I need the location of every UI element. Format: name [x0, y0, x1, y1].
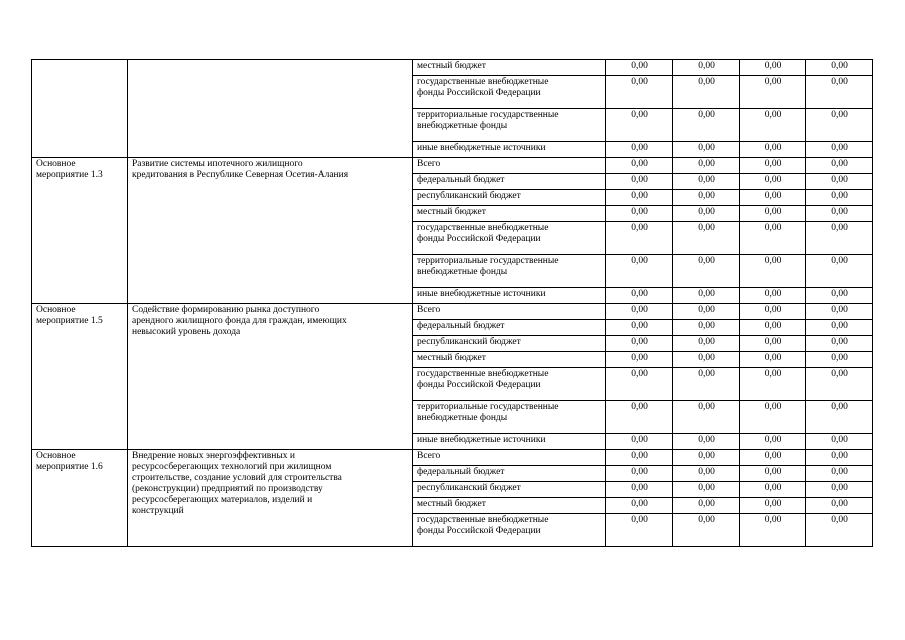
amount-cell: 0,00: [606, 142, 673, 158]
amount-cell: 0,00: [806, 434, 873, 450]
measure-code-cell: Основное мероприятие 1.5: [32, 304, 128, 450]
amount-cell: 0,00: [740, 466, 806, 482]
amount-cell: 0,00: [806, 206, 873, 222]
amount-cell: 0,00: [740, 288, 806, 304]
amount-cell: 0,00: [606, 368, 673, 401]
table-row: [32, 158, 873, 174]
amount-cell: 0,00: [606, 401, 673, 434]
amount-cell: 0,00: [740, 450, 806, 466]
measure-name-cell: Содействие формированию рынка доступного арендного жилищного фонда для граждан, имеющих невысокий уровень дохода: [128, 304, 413, 450]
amount-cell: 0,00: [606, 109, 673, 142]
amount-cell: 0,00: [606, 222, 673, 255]
amount-cell: 0,00: [606, 60, 673, 76]
amount-cell: 0,00: [606, 320, 673, 336]
amount-cell: 0,00: [673, 222, 740, 255]
funding-source-cell: республиканский бюджет: [413, 482, 606, 498]
amount-cell: 0,00: [673, 434, 740, 450]
amount-cell: 0,00: [673, 255, 740, 288]
funding-source-cell: республиканский бюджет: [413, 190, 606, 206]
amount-cell: 0,00: [740, 174, 806, 190]
amount-cell: 0,00: [806, 174, 873, 190]
amount-cell: 0,00: [806, 352, 873, 368]
amount-cell: 0,00: [806, 320, 873, 336]
amount-cell: 0,00: [673, 76, 740, 109]
table-row: [32, 450, 873, 466]
amount-cell: 0,00: [673, 109, 740, 142]
amount-cell: 0,00: [740, 401, 806, 434]
amount-cell: 0,00: [740, 434, 806, 450]
measure-name-cell: Развитие системы ипотечного жилищного кредитования в Республике Северная Осетия-Алания: [128, 158, 413, 304]
amount-cell: 0,00: [806, 222, 873, 255]
funding-source-cell: местный бюджет: [413, 498, 606, 514]
amount-cell: 0,00: [740, 255, 806, 288]
amount-cell: 0,00: [806, 336, 873, 352]
funding-source-cell: территориальные государственные внебюджетные фонды: [413, 109, 606, 142]
amount-cell: 0,00: [740, 482, 806, 498]
amount-cell: 0,00: [740, 76, 806, 109]
amount-cell: 0,00: [606, 304, 673, 320]
amount-cell: 0,00: [806, 109, 873, 142]
amount-cell: 0,00: [606, 190, 673, 206]
amount-cell: 0,00: [740, 206, 806, 222]
measure-name-cell: Внедрение новых энергоэффективных и ресурсосберегающих технологий при жилищном строительстве, создание условий для строительства (реконструкции) предприятий по производству ресурсосберегающих материалов, изделий и конструкций: [128, 450, 413, 547]
amount-cell: 0,00: [673, 498, 740, 514]
funding-source-cell: местный бюджет: [413, 206, 606, 222]
amount-cell: 0,00: [606, 466, 673, 482]
amount-cell: 0,00: [673, 336, 740, 352]
measure-code-cell: [32, 60, 128, 158]
amount-cell: 0,00: [606, 352, 673, 368]
amount-cell: 0,00: [740, 158, 806, 174]
amount-cell: 0,00: [606, 434, 673, 450]
amount-cell: 0,00: [806, 142, 873, 158]
measure-name-cell: [128, 60, 413, 158]
funding-source-cell: государственные внебюджетные фонды Российской Федерации: [413, 222, 606, 255]
amount-cell: 0,00: [740, 304, 806, 320]
measure-code-cell: Основное мероприятие 1.6: [32, 450, 128, 547]
amount-cell: 0,00: [673, 352, 740, 368]
amount-cell: 0,00: [606, 498, 673, 514]
amount-cell: 0,00: [606, 206, 673, 222]
amount-cell: 0,00: [740, 368, 806, 401]
amount-cell: 0,00: [740, 498, 806, 514]
amount-cell: 0,00: [806, 288, 873, 304]
amount-cell: 0,00: [806, 60, 873, 76]
amount-cell: 0,00: [740, 514, 806, 547]
funding-source-cell: Всего: [413, 304, 606, 320]
funding-source-cell: Всего: [413, 450, 606, 466]
amount-cell: 0,00: [806, 514, 873, 547]
amount-cell: 0,00: [806, 450, 873, 466]
amount-cell: 0,00: [673, 514, 740, 547]
funding-source-cell: местный бюджет: [413, 352, 606, 368]
amount-cell: 0,00: [673, 320, 740, 336]
budget-table: [31, 59, 873, 547]
amount-cell: 0,00: [806, 255, 873, 288]
amount-cell: 0,00: [673, 368, 740, 401]
amount-cell: 0,00: [673, 401, 740, 434]
amount-cell: 0,00: [606, 288, 673, 304]
amount-cell: 0,00: [806, 482, 873, 498]
amount-cell: 0,00: [606, 255, 673, 288]
funding-source-cell: иные внебюджетные источники: [413, 288, 606, 304]
funding-source-cell: государственные внебюджетные фонды Российской Федерации: [413, 76, 606, 109]
funding-source-cell: иные внебюджетные источники: [413, 142, 606, 158]
amount-cell: 0,00: [606, 450, 673, 466]
funding-source-cell: республиканский бюджет: [413, 336, 606, 352]
amount-cell: 0,00: [740, 222, 806, 255]
amount-cell: 0,00: [806, 304, 873, 320]
amount-cell: 0,00: [673, 466, 740, 482]
funding-source-cell: федеральный бюджет: [413, 466, 606, 482]
amount-cell: 0,00: [673, 304, 740, 320]
amount-cell: 0,00: [606, 158, 673, 174]
amount-cell: 0,00: [740, 336, 806, 352]
amount-cell: 0,00: [673, 158, 740, 174]
amount-cell: 0,00: [606, 336, 673, 352]
amount-cell: 0,00: [806, 498, 873, 514]
amount-cell: 0,00: [606, 76, 673, 109]
amount-cell: 0,00: [673, 174, 740, 190]
amount-cell: 0,00: [673, 60, 740, 76]
funding-source-cell: государственные внебюджетные фонды Российской Федерации: [413, 514, 606, 547]
amount-cell: 0,00: [740, 142, 806, 158]
amount-cell: 0,00: [606, 514, 673, 547]
amount-cell: 0,00: [606, 482, 673, 498]
amount-cell: 0,00: [806, 158, 873, 174]
funding-source-cell: местный бюджет: [413, 60, 606, 76]
funding-source-cell: территориальные государственные внебюджетные фонды: [413, 401, 606, 434]
amount-cell: 0,00: [673, 450, 740, 466]
funding-source-cell: иные внебюджетные источники: [413, 434, 606, 450]
amount-cell: 0,00: [673, 142, 740, 158]
amount-cell: 0,00: [740, 60, 806, 76]
amount-cell: 0,00: [673, 482, 740, 498]
amount-cell: 0,00: [606, 174, 673, 190]
amount-cell: 0,00: [806, 190, 873, 206]
amount-cell: 0,00: [673, 288, 740, 304]
funding-source-cell: территориальные государственные внебюджетные фонды: [413, 255, 606, 288]
funding-source-cell: федеральный бюджет: [413, 174, 606, 190]
table-row: [32, 60, 873, 76]
amount-cell: 0,00: [806, 368, 873, 401]
amount-cell: 0,00: [740, 352, 806, 368]
amount-cell: 0,00: [740, 190, 806, 206]
measure-code-cell: Основное мероприятие 1.3: [32, 158, 128, 304]
amount-cell: 0,00: [806, 401, 873, 434]
funding-source-cell: государственные внебюджетные фонды Российской Федерации: [413, 368, 606, 401]
amount-cell: 0,00: [673, 206, 740, 222]
amount-cell: 0,00: [806, 76, 873, 109]
table-row: [32, 304, 873, 320]
funding-source-cell: федеральный бюджет: [413, 320, 606, 336]
amount-cell: 0,00: [740, 320, 806, 336]
funding-source-cell: Всего: [413, 158, 606, 174]
amount-cell: 0,00: [673, 190, 740, 206]
amount-cell: 0,00: [806, 466, 873, 482]
amount-cell: 0,00: [740, 109, 806, 142]
